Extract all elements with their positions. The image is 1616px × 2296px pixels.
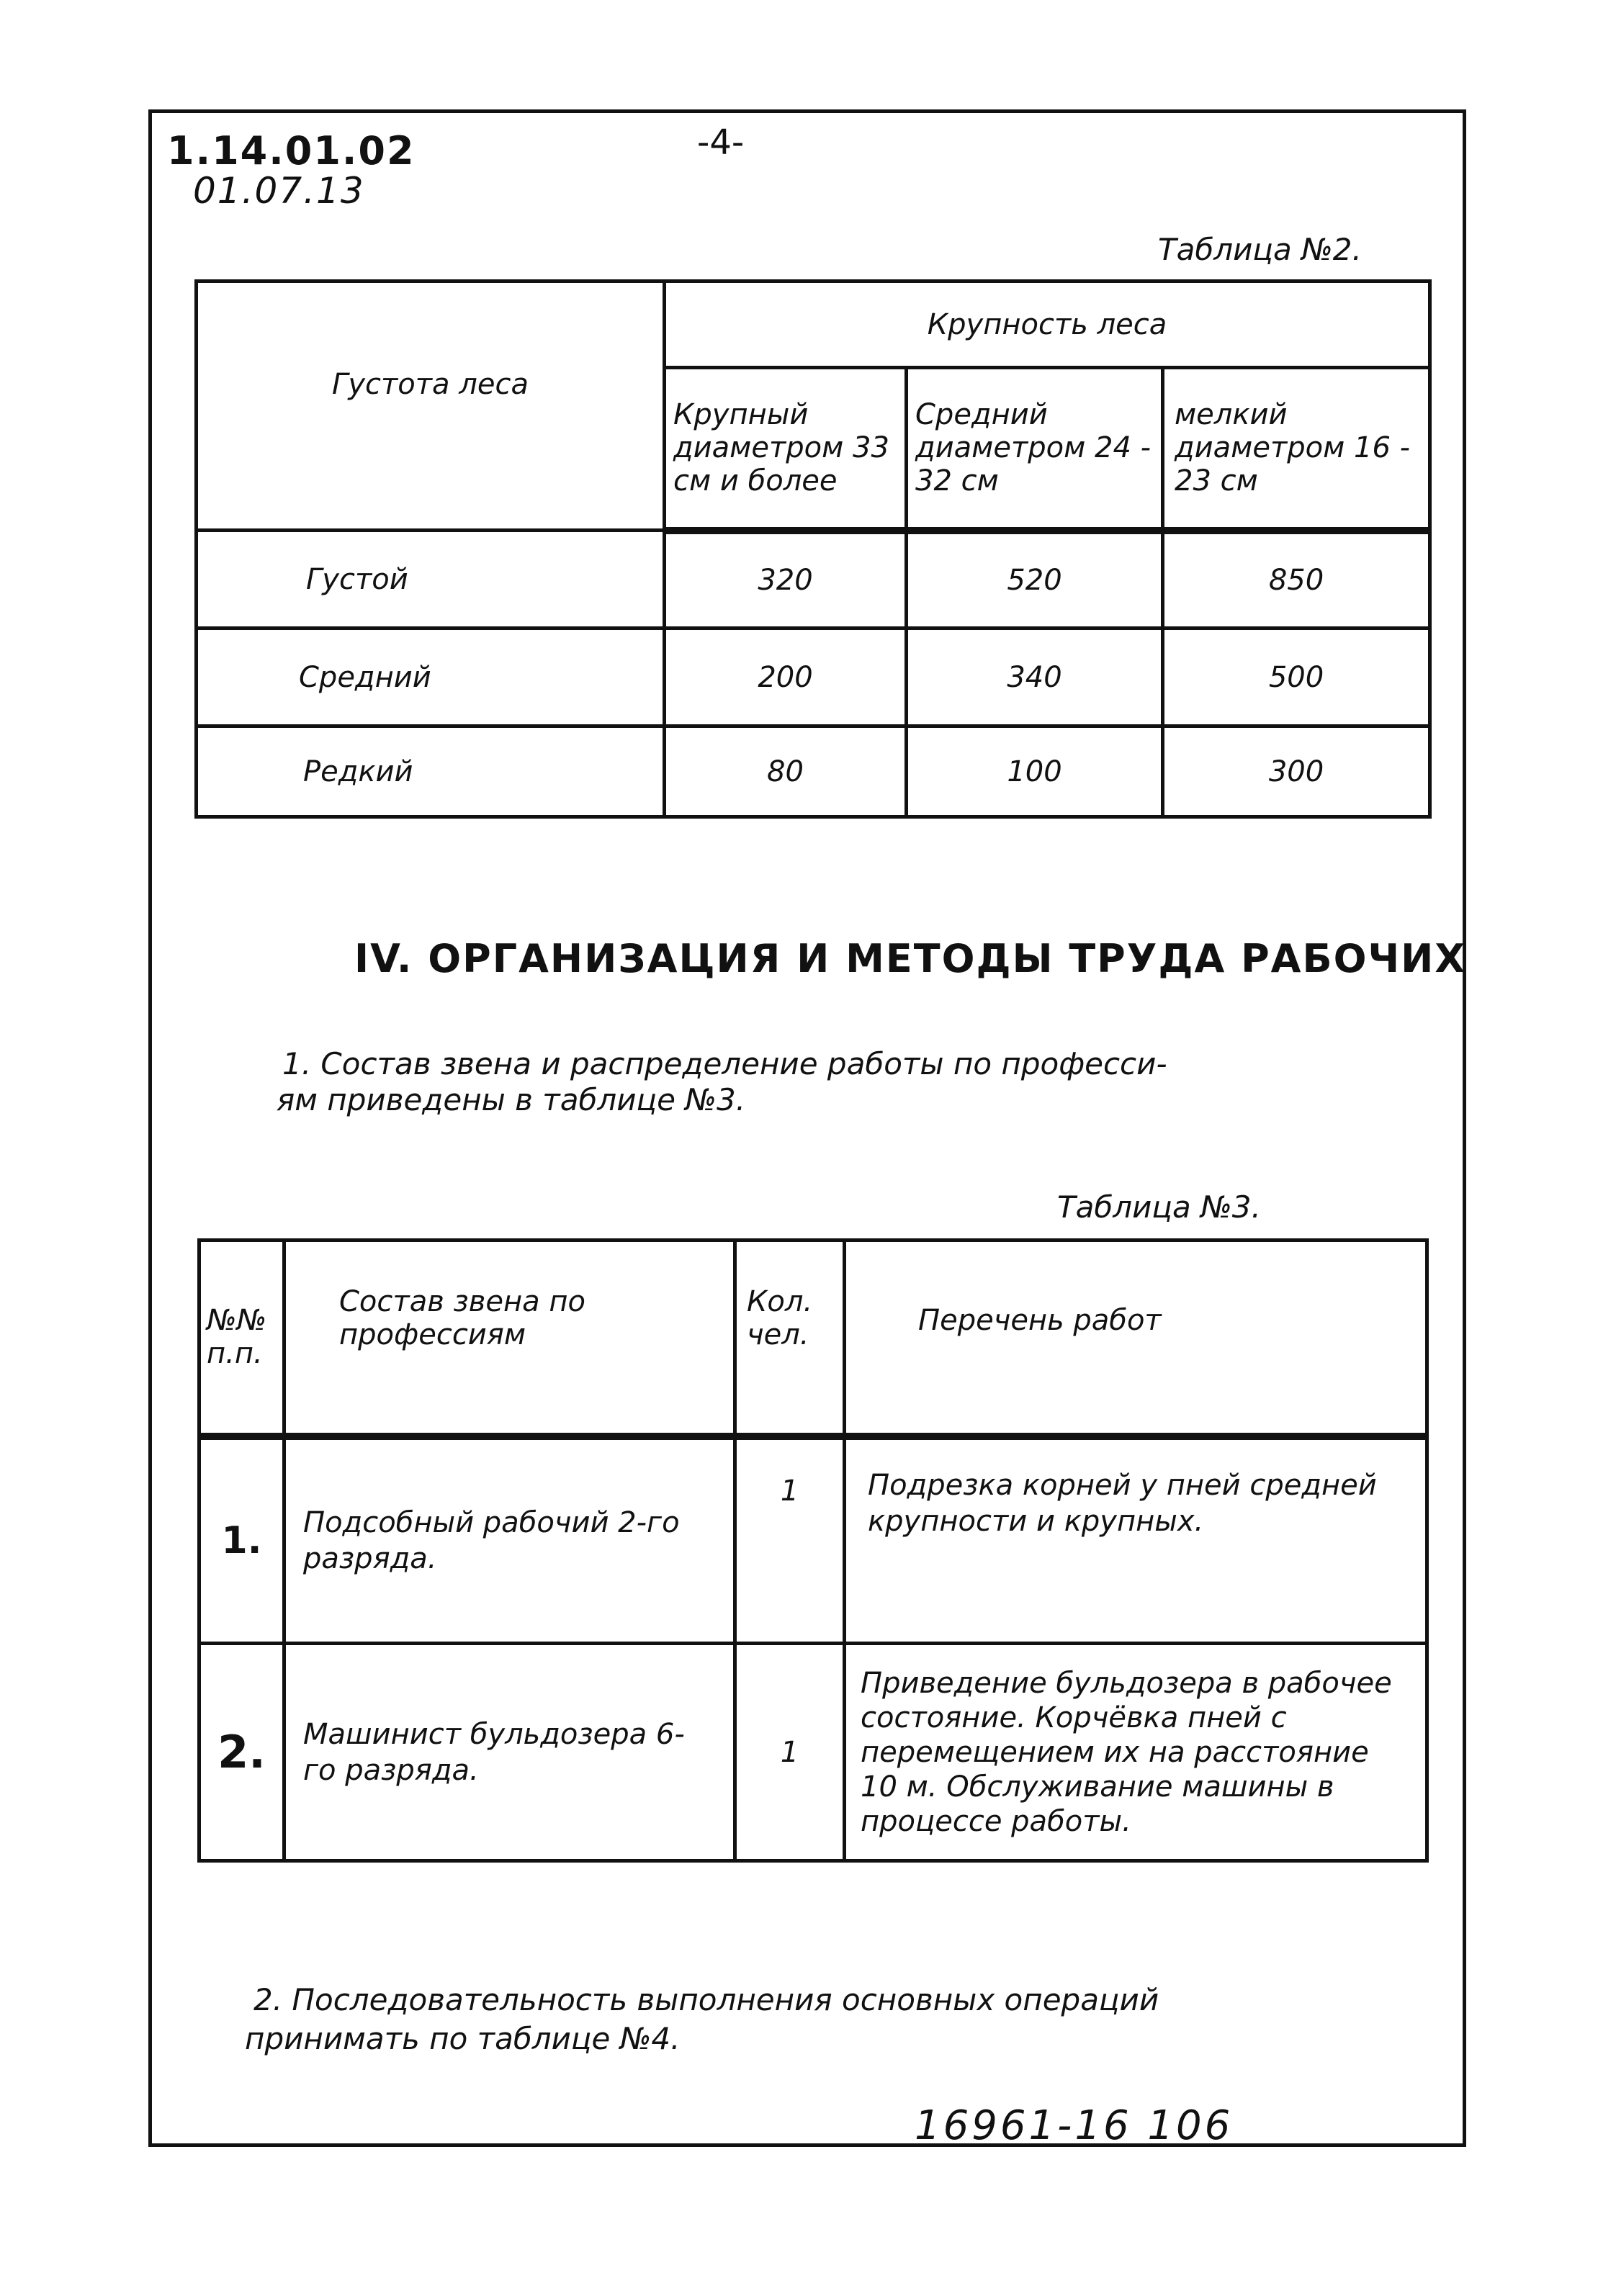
table2-cell: 300 xyxy=(1163,726,1430,817)
table3-row-works: Приведение бульдозера в рабочее состояние. Корчёвка пней с перемещением их на расстояние 10 м. Обслуживание машины в процессе работы. xyxy=(845,1644,1427,1861)
page-number: -4- xyxy=(697,122,745,163)
paragraph-1-line-1: 1. Состав звена и распределение работы по професси- xyxy=(282,1046,1167,1081)
table2-row-header: Густота леса xyxy=(197,282,665,531)
table3-row-member: Подсобный рабочий 2-го разряда. xyxy=(284,1436,735,1644)
table3-caption: Таблица №3. xyxy=(1057,1189,1261,1225)
table3-row-number: 1. xyxy=(199,1436,284,1644)
table3-row-count: 1 xyxy=(735,1644,845,1861)
table2-cell: 500 xyxy=(1163,629,1430,726)
handwritten-number: 16961-16 106 xyxy=(915,2102,1234,2149)
table3-header-count: Кол. чел. xyxy=(735,1241,845,1436)
table3-header-works: Перечень работ xyxy=(845,1241,1427,1436)
paragraph-2-line-2: принимать по таблице №4. xyxy=(245,2021,681,2056)
table3-row-count: 1 xyxy=(735,1436,845,1644)
table2-cell: 80 xyxy=(665,726,907,817)
document-code-secondary: 01.07.13 xyxy=(193,170,365,212)
table2-col-header: Средний диаметром 24 - 32 см xyxy=(907,368,1163,531)
table2-cell: 850 xyxy=(1163,531,1430,629)
table3-header-number: №№ п.п. xyxy=(199,1241,284,1436)
table-3 xyxy=(197,1238,1429,1863)
table2-group-header: Крупность леса xyxy=(665,282,1430,368)
table3-row-number: 2. xyxy=(199,1644,284,1861)
table2-cell: 520 xyxy=(907,531,1163,629)
table2-cell: 320 xyxy=(665,531,907,629)
table-2 xyxy=(194,279,1432,819)
table3-header-member: Состав звена по профессиям xyxy=(284,1241,735,1436)
table3-row-works: Подрезка корней у пней средней крупности и крупных. xyxy=(845,1436,1427,1644)
table2-cell: 200 xyxy=(665,629,907,726)
table3-row-member: Машинист бульдозера 6-го разряда. xyxy=(284,1644,735,1861)
table2-row-label: Средний xyxy=(197,629,665,726)
table2-cell: 340 xyxy=(907,629,1163,726)
document-code: 1.14.01.02 xyxy=(167,128,416,174)
table2-col-header: Крупный диаметром 33 см и более xyxy=(665,368,907,531)
paragraph-1-line-2: ям приведены в таблице №3. xyxy=(277,1082,746,1117)
paragraph-2-line-1: 2. Последовательность выполнения основных операций xyxy=(253,1982,1159,2017)
table2-caption: Таблица №2. xyxy=(1158,232,1362,267)
table2-cell: 100 xyxy=(907,726,1163,817)
section-heading: IV. ОРГАНИЗАЦИЯ И МЕТОДЫ ТРУДА РАБОЧИХ xyxy=(354,936,1466,981)
table2-row-label: Густой xyxy=(197,531,665,629)
table2-row-label: Редкий xyxy=(197,726,665,817)
table2-col-header: мелкий диаметром 16 - 23 см xyxy=(1163,368,1430,531)
